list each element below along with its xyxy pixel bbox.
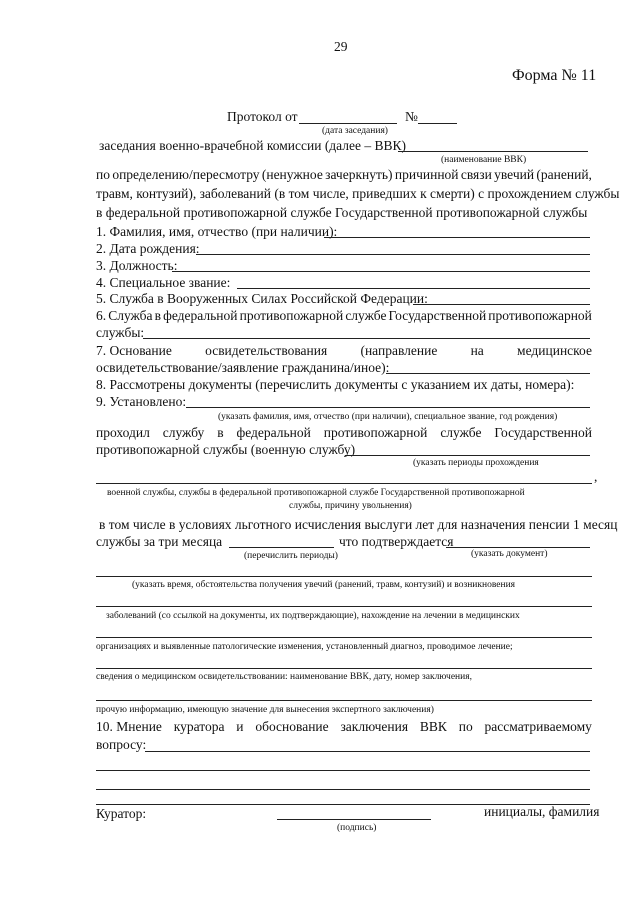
diseases-caption: заболеваний (со ссылкой на документы, их подтверждающие), нахождение на лечении в медицинских: [106, 611, 520, 621]
item-7-line: [386, 373, 590, 374]
injury-caption: (указать время, обстоятельства получения увечий (ранений, травм, контузий) и возникновения: [132, 580, 516, 590]
initials-label: инициалы, фамилия: [484, 804, 600, 819]
date-caption: (дата заседания): [322, 126, 388, 136]
item-6-line-2: службы:: [96, 325, 145, 340]
purpose-line-2: травм, контузий), заболеваний (в том числе, приведших к смерти) с прохождением службы: [96, 186, 620, 201]
protocol-label: Протокол от: [227, 109, 298, 124]
item-2-line: [196, 254, 590, 255]
doc-caption: (указать документ): [471, 549, 548, 559]
item-10-line-a: [145, 751, 590, 752]
service-caption-2: службы, причину увольнения): [289, 501, 412, 511]
item-10-line-b: [96, 770, 590, 771]
purpose-line-1: по определению/пересмотру (ненужное зачеркнуть) причинной связи увечий (ранений,: [96, 167, 592, 182]
document-line: [446, 547, 590, 548]
item-6-line: [143, 338, 590, 339]
page-number: 29: [334, 39, 348, 54]
other-line: [96, 700, 592, 701]
org-caption: организациях и выявленные патологические изменения, установленный диагноз, проводимое лечение;: [96, 642, 513, 652]
service-periods-line: [345, 455, 590, 456]
exam-line: [96, 668, 592, 669]
comma: ,: [594, 469, 598, 484]
organizations-line: [96, 637, 592, 638]
purpose-line-3: в федеральной противопожарной службе Государственной противопожарной службы: [96, 205, 588, 220]
item-9-line: [186, 407, 590, 408]
item-4-line: [237, 288, 590, 289]
meeting-text: заседания военно-врачебной комиссии (далее – ВВК): [99, 138, 407, 153]
item-1-line: [324, 237, 590, 238]
signature-line: [277, 819, 431, 820]
item-3-line: [172, 271, 590, 272]
list-periods-caption: (перечислить периоды): [244, 551, 338, 561]
three-months-label: службы за три месяца: [96, 534, 223, 549]
service-line-2: противопожарной службы (военную службу): [96, 442, 356, 457]
diseases-line: [96, 606, 592, 607]
periods-list-line: [229, 547, 334, 548]
confirmed-label: что подтверждается: [339, 534, 454, 549]
number-label: №: [405, 109, 418, 124]
item-6-line-1: 6. Служба в федеральной противопожарной службе Государственной противопожарной: [96, 308, 592, 323]
item-9-caption: (указать фамилия, имя, отчество (при наличии), специальное звание, год рождения): [218, 412, 558, 422]
signature-caption: (подпись): [337, 823, 377, 833]
service-caption-1: военной службы, службы в федеральной противопожарной службе Государственной противопожарной: [107, 488, 525, 498]
service-blank-line: [96, 483, 592, 484]
item-5-line: [413, 304, 590, 305]
vvk-name-line: [398, 151, 588, 152]
item-7-line-1: 7. Основание освидетельствования (направление на медицинское: [96, 343, 592, 358]
item-3-label: 3. Должность:: [96, 258, 178, 273]
exam-caption: сведения о медицинском освидетельствовании: наименование ВВК, дату, номер заключения,: [96, 672, 472, 682]
item-4-label: 4. Специальное звание:: [96, 275, 231, 290]
preferential-line: в том числе в условиях льготного исчисления выслуги лет для назначения пенсии 1 месяц: [99, 517, 618, 532]
form-title: Форма № 11: [512, 67, 597, 84]
curator-label: Куратор:: [96, 806, 147, 821]
injury-line: [96, 576, 592, 577]
item-8-label: 8. Рассмотрены документы (перечислить документы с указанием их даты, номера):: [96, 377, 575, 392]
protocol-number-line: [418, 123, 457, 124]
protocol-date-line: [299, 123, 397, 124]
item-10-line-1: 10. Мнение куратора и обоснование заключения ВВК по рассматриваемому: [96, 719, 592, 734]
item-10-line-2: вопросу:: [96, 737, 147, 752]
item-10-line-c: [96, 789, 590, 790]
item-1-label: 1. Фамилия, имя, отчество (при наличии):: [96, 224, 338, 239]
vvk-caption: (наименование ВВК): [441, 155, 527, 165]
service-line-1: проходил службу в федеральной противопожарной службе Государственной: [96, 425, 592, 440]
item-9-label: 9. Установлено:: [96, 394, 187, 409]
item-7-line-2: освидетельствование/заявление гражданина/иное):: [96, 360, 390, 375]
item-5-label: 5. Служба в Вооруженных Силах Российской Федерации:: [96, 291, 428, 306]
item-2-label: 2. Дата рождения:: [96, 241, 200, 256]
periods-caption: (указать периоды прохождения: [413, 458, 539, 468]
other-caption: прочую информацию, имеющую значение для вынесения экспертного заключения): [96, 705, 434, 715]
